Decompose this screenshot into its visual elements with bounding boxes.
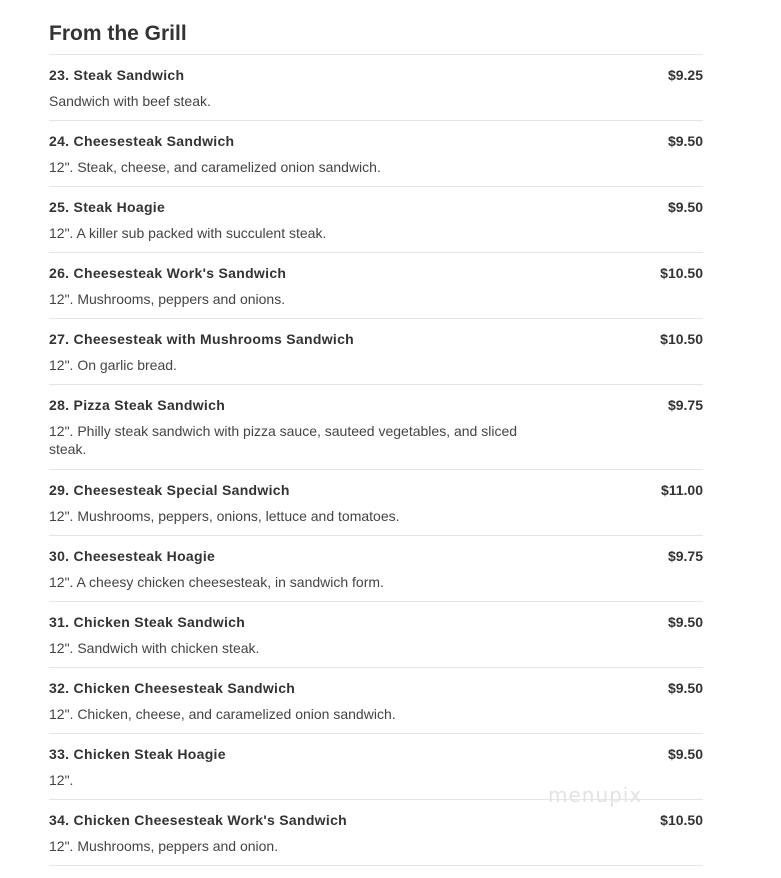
menupix-watermark: menupix xyxy=(548,783,643,807)
menu-item-header xyxy=(49,680,703,697)
menu-item xyxy=(49,602,703,668)
menu-item-description: 12". Sandwich with chicken steak. xyxy=(49,640,260,656)
menu-item-name: 32. Chicken Cheesesteak Sandwich xyxy=(49,680,296,696)
menu-item-header xyxy=(49,67,703,84)
menu-item-name: 24. Cheesesteak Sandwich xyxy=(49,133,235,149)
menu-item-name: 31. Chicken Steak Sandwich xyxy=(49,614,246,630)
menu-item-name: 30. Cheesesteak Hoagie xyxy=(49,548,216,564)
menu-item-name: 29. Cheesesteak Special Sandwich xyxy=(49,482,290,498)
menu-item-description: 12". Mushrooms, peppers, onions, lettuce and tomatoes. xyxy=(49,508,400,524)
menu-item-header xyxy=(49,331,703,348)
menu-item xyxy=(49,253,703,319)
menu-item-price: $9.50 xyxy=(667,614,703,630)
menu-item-price: $9.50 xyxy=(667,199,703,215)
menu-item-header xyxy=(49,397,703,414)
menu-item-description: 12". A cheesy chicken cheesesteak, in sandwich form. xyxy=(49,574,384,590)
menu-item-description: Sandwich with beef steak. xyxy=(49,93,211,109)
menu-item xyxy=(49,536,703,602)
menu-item-price: $9.50 xyxy=(667,133,703,149)
menu-item-name: 25. Steak Hoagie xyxy=(49,199,166,215)
menu-item-price: $10.50 xyxy=(660,265,703,281)
menu-item xyxy=(49,121,703,187)
menu-item-price: $10.50 xyxy=(660,331,703,347)
menu-item-name: 34. Chicken Cheesesteak Work's Sandwich xyxy=(49,812,348,828)
menu-item-header xyxy=(49,548,703,565)
menu-item xyxy=(49,319,703,385)
menu-item-header xyxy=(49,746,703,763)
menu-item-description: 12". Chicken, cheese, and caramelized onion sandwich. xyxy=(49,706,396,722)
menu-item-description: 12". A killer sub packed with succulent steak. xyxy=(49,225,327,241)
menu-item-name: 28. Pizza Steak Sandwich xyxy=(49,397,226,413)
menu-item-header xyxy=(49,614,703,631)
menu-item-description: 12". Steak, cheese, and caramelized onion sandwich. xyxy=(49,159,381,175)
menu-item-header xyxy=(49,812,703,829)
menu-item xyxy=(49,668,703,734)
menu-item-list xyxy=(49,55,703,866)
menu-item-description: 12". On garlic bread. xyxy=(49,357,177,373)
menu-item-description: 12". Philly steak sandwich with pizza sauce, sauteed vegetables, and sliced steak. xyxy=(49,423,518,457)
menu-item-description: 12". xyxy=(49,772,74,788)
menu-item-name: 26. Cheesesteak Work's Sandwich xyxy=(49,265,287,281)
menu-item-description: 12". Mushrooms, peppers and onion. xyxy=(49,838,279,854)
menu-item xyxy=(49,385,703,470)
menu-item-price: $10.50 xyxy=(660,812,703,828)
menu-item xyxy=(49,800,703,866)
menu-item xyxy=(49,187,703,253)
menu-item-price: $9.75 xyxy=(667,397,703,413)
menu-item xyxy=(49,470,703,536)
menu-item-price: $9.25 xyxy=(667,67,703,83)
menu-item-header xyxy=(49,482,703,499)
menu-item-name: 23. Steak Sandwich xyxy=(49,67,185,83)
section-title: From the Grill xyxy=(49,22,187,45)
menu-item-price: $9.50 xyxy=(667,680,703,696)
menu-item-price: $9.50 xyxy=(667,746,703,762)
menu-item-header xyxy=(49,199,703,216)
menu-item-description: 12". Mushrooms, peppers and onions. xyxy=(49,291,286,307)
menu-item-name: 27. Cheesesteak with Mushrooms Sandwich xyxy=(49,331,355,347)
menu-item xyxy=(49,55,703,121)
menu-item-name: 33. Chicken Steak Hoagie xyxy=(49,746,226,762)
menu-item-price: $11.00 xyxy=(660,482,703,498)
menu-item-price: $9.75 xyxy=(667,548,703,564)
menu-item-header xyxy=(49,265,703,282)
menu-section xyxy=(49,0,703,866)
menu-item-header xyxy=(49,133,703,150)
